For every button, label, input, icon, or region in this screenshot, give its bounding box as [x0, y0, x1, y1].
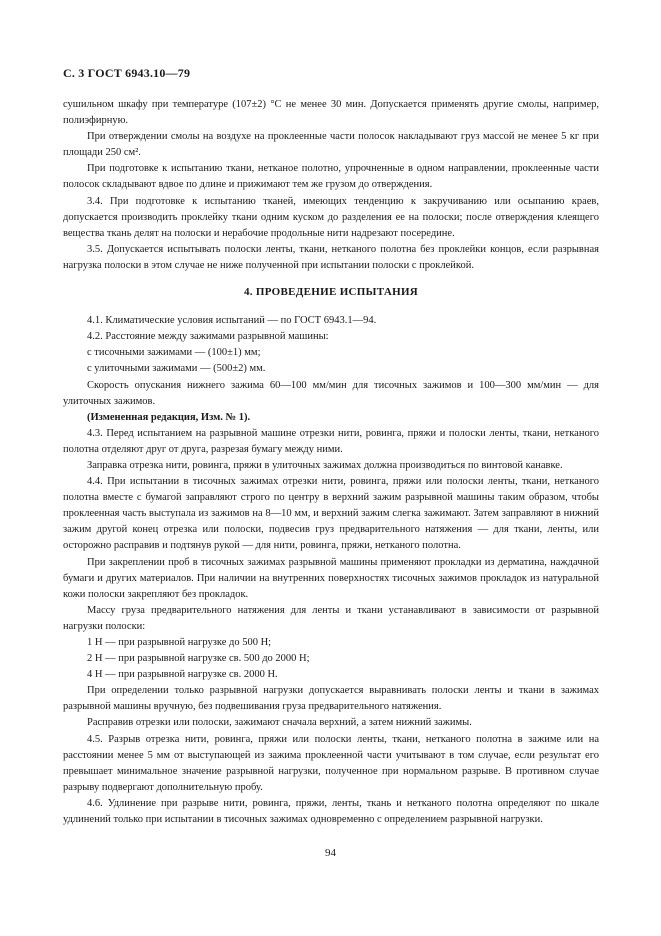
paragraph-4-4: 4.4. При испытании в тисочных зажимах отрезки нити, ровинга, пряжи или полоски ленты, ткани, нетканого полотна вместе с бумагой заправляют строго по центру в верхний зажим разрывной машины таким образом, чтобы проклеенная часть выступала из зажимов на 8—10 мм, и верхний зажим слегка зажимают. Затем заправляют в нижний зажим другой конец отрезка или полоски, подвесив груз предварительного натяжения — для ткани, ленты, или осторожно расправив и подтянув рукой — для нити, ровинга, пряжи, нетканого полотна.	[63, 476, 599, 552]
paragraph-threading: Заправка отрезка нити, ровинга, пряжи в улиточных зажимах должна производиться по винтовой канавке.	[87, 459, 563, 471]
paragraph-fabric-prep: При подготовке к испытанию ткани, нетканое полотно, упрочненные в одном направлении, проклеенные части полосок складывают вдвое по длине и прижимают тем же грузом до отверждения.	[63, 163, 599, 191]
paragraph-align: При определении только разрывной нагрузки допускается выравнивать полоски ленты и ткани в зажимах разрывной машины вручную, без подвешивания груза предварительного натяжения.	[63, 685, 599, 713]
list-item-load-3: 4 Н — при разрывной нагрузке св. 2000 Н.	[87, 669, 278, 681]
list-item-vise-clamps: с тисочными зажимами — (100±1) мм;	[87, 347, 261, 359]
paragraph-4-6: 4.6. Удлинение при разрыве нити, ровинга, пряжи, ленты, ткань и нетканого полотна определяют по шкале удлинений только при испытании в тисочных зажимах одновременно с определением разрывной нагрузки.	[63, 797, 599, 826]
paragraph-pads: При закреплении проб в тисочных зажимах разрывной машины применяют прокладки из дерматина, наждачной бумаги и других материалов. При наличии на внутренних поверхностях тисочных зажимов прокладок из натуральной кожи полоски закрепляют без прокладок.	[63, 556, 599, 600]
paragraph-air-curing: При отверждении смолы на воздухе на проклеенные части полосок накладывают груз массой не менее 5 кг при площади 250 см².	[63, 131, 599, 159]
paragraph-3-4: 3.4. При подготовке к испытанию тканей, имеющих тенденцию к закручиванию или осыпанию краев, допускается производить проклейку ткани одним куском до разделения ее на полоски; после отверждения клеящего вещества ткань делят на полоски и нерабочие продольные нити надрезают посередине.	[63, 195, 599, 239]
paragraph-speed: Скорость опускания нижнего зажима 60—100 мм/мин для тисочных зажимов и 100—300 мм/мин — для улиточных зажимов.	[63, 379, 599, 407]
document-body	[63, 97, 599, 828]
page-header: С. 3 ГОСТ 6943.10—79	[63, 66, 191, 80]
list-item-load-1: 1 Н — при разрывной нагрузке до 500 Н;	[87, 637, 272, 648]
list-item-snail-clamps: с улиточными зажимами — (500±2) мм.	[87, 363, 266, 375]
list-item-load-2: 2 Н — при разрывной нагрузке св. 500 до 2000 Н;	[87, 653, 310, 665]
paragraph-mass: Массу груза предварительного натяжения для ленты и ткани устанавливают в зависимости от разрывной нагрузки полоски:	[63, 604, 599, 632]
paragraph-continuation: сушильном шкафу при температуре (107±2) °С не менее 30 мин. Допускается применять другие смолы, например, полиэфирную.	[63, 99, 599, 127]
page-number: 94	[325, 847, 336, 859]
paragraph-4-2: 4.2. Расстояние между зажимами разрывной машины:	[87, 331, 329, 343]
paragraph-3-5: 3.5. Допускается испытывать полоски ленты, ткани, нетканого полотна без проклейки концов, если разрывная нагрузка полоски в этом случае не ниже полученной при испытании полоски с проклейкой.	[63, 243, 599, 271]
section-title: 4. ПРОВЕДЕНИЕ ИСПЫТАНИЯ	[243, 286, 419, 299]
paragraph-4-3: 4.3. Перед испытанием на разрывной машине отрезки нити, ровинга, пряжи и полоски ленты, ткани, нетканого полотна отделяют друг от друга, разрезая бумагу между ними.	[63, 427, 599, 455]
revision-note: (Измененная редакция, Изм. № 1).	[87, 411, 251, 423]
paragraph-straighten: Расправив отрезки или полоски, зажимают сначала верхний, а затем нижний зажимы.	[87, 717, 472, 729]
paragraph-4-5: 4.5. Разрыв отрезка нити, ровинга, пряжи или полоски ленты, ткани, нетканого полотна в зажиме или на расстоянии менее 5 мм от выступающей из зажима проклеенной части учитывают в том случае, если результат его превышает минимальное значение разрывной нагрузки, полученное при нормальном разрыве. В противном случае разрыву подвергают дополнительную пробу.	[63, 733, 599, 793]
paragraph-4-1: 4.1. Климатические условия испытаний — по ГОСТ 6943.1—94.	[87, 315, 377, 327]
